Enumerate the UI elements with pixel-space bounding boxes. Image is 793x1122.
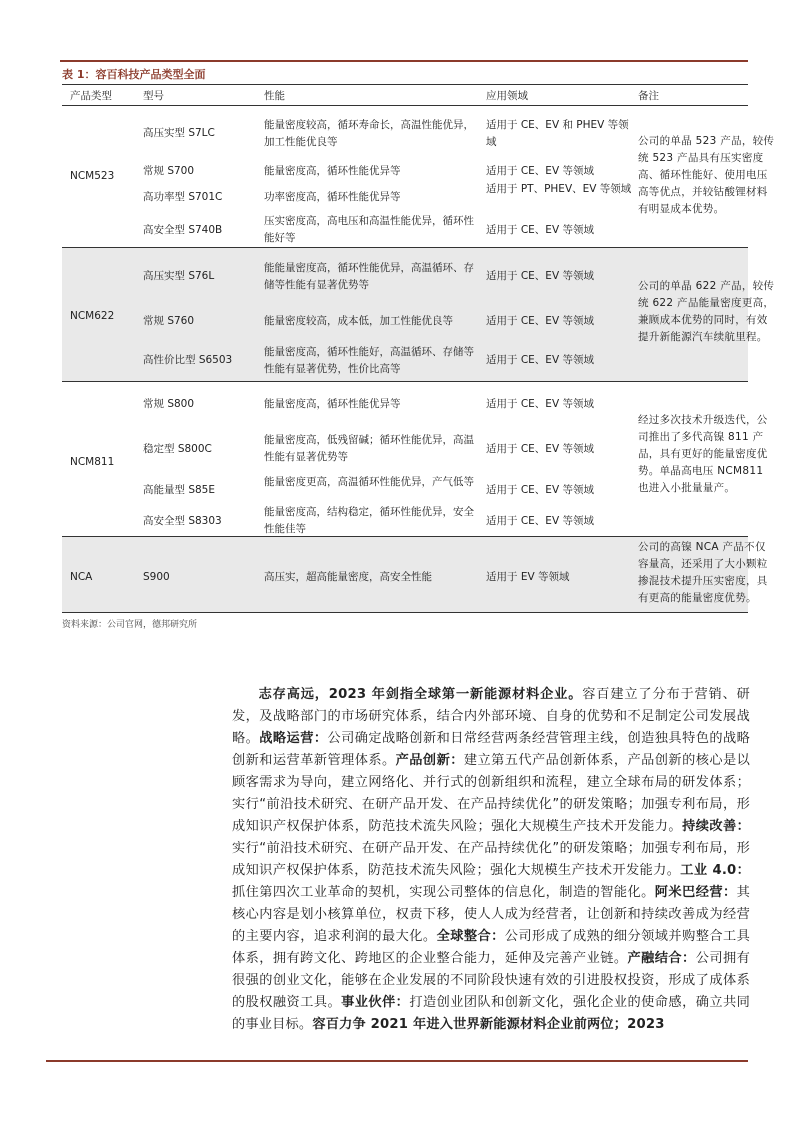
application: 适用于 CE、EV 等领域: [486, 484, 594, 496]
note: 经过多次技术升级迭代，公司推出了多代高镍 811 产品，具有更好的能量密度优势。单晶高电压 NCM811 也进入小批量量产。: [638, 414, 768, 494]
table-group-nca: [62, 537, 768, 613]
paragraph-text: 公司拥有很强的创业文化，能够在企业发展的不同阶段快速有效的引进股权投资，形成了成体系的股权融资工具。: [232, 951, 750, 1010]
table-caption: 表 1：容百科技产品类型全面: [62, 68, 206, 81]
paragraph-text: 公司确定战略创新和日常经营两条经营管理主线，创造独具特色的战略创新和运营革新管理体系。: [232, 731, 751, 768]
model: 常规 S800: [143, 398, 195, 410]
heading-product-innovation: 产品创新：: [395, 753, 464, 768]
paragraph-text: 公司形成了成熟的细分领域并购整合工具体系，拥有跨文化、跨地区的企业整合能力，延伸及完善产业链。: [232, 929, 751, 966]
heading-business-partner: 事业伙伴：: [341, 995, 410, 1010]
model: 高压实型 S76L: [143, 270, 215, 282]
model: 稳定型 S800C: [143, 443, 212, 455]
performance: 能量密度高，循环性能优异等: [264, 165, 401, 177]
header-application: 应用领域: [486, 90, 528, 102]
paragraph-text: 打造创业团队和创新文化，强化企业的使命感，确立共同的事业目标。: [232, 995, 751, 1032]
application: 适用于 CE、EV 等领域: [486, 165, 594, 177]
lead-heading: 志存高远，2023 年剑指全球第一新能源材料企业。: [258, 687, 583, 702]
product-type: NCA: [70, 571, 93, 583]
heading-industry-4: 工业 4.0：: [680, 863, 750, 878]
body-paragraph: [232, 684, 750, 1036]
table-group-ncm622: [62, 248, 775, 382]
performance: 高压实，超高能量密度，高安全性能: [264, 571, 432, 583]
application: 适用于 CE、EV 等领域: [486, 224, 594, 236]
header-type: 产品类型: [70, 90, 112, 102]
table-source: 资料来源：公司官网，德邦研究所: [62, 620, 198, 630]
paragraph-text: 建立第五代产品创新体系，产品创新的核心是以顾客需求为导向，建立网络化、并行式的创新组织和流程，建立全球布局的研发体系；实行“前沿技术研究、在研产品开发、在产品持续优化”的研发策略；加强专利布局，形成知识产权保护体系，防范技术流失风险；强化大规模生产技术开发能力。: [232, 753, 751, 834]
note: 公司的高镍 NCA 产品不仅容量高，还采用了大小颗粒掺混技术提升压实密度，具有更高的能量密度优势。: [638, 541, 768, 604]
heading-continuous-improvement: 持续改善：: [682, 819, 751, 834]
product-type: NCM811: [70, 456, 115, 468]
row-divider: [62, 612, 748, 613]
performance: 能量密度较高，循环寿命长，高温性能优异，加工性能优良等: [264, 119, 474, 148]
application: 适用于 CE、EV 等领域: [486, 270, 594, 282]
heading-industry-finance: 产融结合：: [627, 951, 696, 966]
paragraph-text: 其核心内容是划小核算单位，权责下移，使人人成为经营者，让创新和持续改善成为经营的主要内容，追求利润的最大化。: [232, 885, 750, 944]
header-note: 备注: [638, 90, 659, 102]
model: 高压实型 S7LC: [143, 127, 215, 139]
model: 常规 S700: [143, 165, 195, 177]
performance: 功率密度高，循环性能优异等: [264, 191, 401, 203]
performance: 压实密度高，高电压和高温性能优异，循环性能好等: [264, 215, 474, 244]
table-header: [62, 84, 748, 106]
note: 公司的单晶 523 产品，较传统 523 产品具有压实密度高、循环性能好、使用电压高等优点，并较钴酸锂材料有明显成本优势。: [638, 135, 775, 215]
performance: 能能量密度高，循环性能优异，高温循环、存储等性能有显著优势等: [264, 262, 474, 291]
performance: 能量密度高，结构稳定，循环性能优异，安全性能佳等: [264, 506, 474, 535]
heading-global-integration: 全球整合：: [436, 929, 505, 944]
application: 适用于 CE、EV 等领域: [486, 443, 594, 455]
performance: 能量密度更高，高温循环性能优异，产气低等: [264, 476, 474, 488]
product-type: NCM523: [70, 170, 115, 182]
model: 常规 S760: [143, 315, 195, 327]
header-model: 型号: [143, 90, 164, 102]
paragraph-text: 实行“前沿技术研究、在研产品开发、在产品持续优化”的研发策略；加强专利布局，形成知识产权保护体系，防范技术流失风险；强化大规模生产技术开发能力。: [232, 841, 750, 878]
note: 公司的单晶 622 产品，较传统 622 产品能量密度更高，兼顾成本优势的同时，有效提升新能源汽车续航里程。: [638, 280, 775, 343]
application: 适用于 CE、EV 等领域: [486, 515, 594, 527]
paragraph-text: 抓住第四次工业革命的契机，实现公司整体的信息化，制造的智能化。: [232, 885, 655, 900]
model: 高安全型 S8303: [143, 515, 222, 527]
model: 高能量型 S85E: [143, 484, 215, 496]
tail-heading: 容百力争 2021 年进入世界新能源材料企业前两位；2023: [312, 1017, 665, 1032]
application: 适用于 CE、EV 和 PHEV 等领域: [486, 119, 629, 148]
product-type: NCM622: [70, 310, 115, 322]
heading-amoeba: 阿米巴经营：: [654, 885, 737, 900]
model: 高性价比型 S6503: [143, 354, 233, 366]
top-rule: [60, 60, 748, 62]
bottom-rule: [46, 1060, 748, 1062]
heading-strategy: 战略运营：: [259, 731, 328, 746]
model: 高安全型 S740B: [143, 224, 223, 236]
application: 适用于 PT、PHEV、EV 等领域: [486, 183, 632, 195]
application: 适用于 CE、EV 等领域: [486, 315, 594, 327]
model: S900: [143, 571, 170, 583]
application: 适用于 CE、EV 等领域: [486, 354, 594, 366]
performance: 能量密度高，循环性能好，高温循环、存储等性能有显著优势，性价比高等: [264, 346, 474, 375]
paragraph-text: 容百建立了分布于营销、研发，及战略部门的市场研究体系，结合内外部环境、自身的优势和不足制定公司发展战略。: [232, 687, 750, 746]
performance: 能量密度高，低残留碱；循环性能优异，高温性能有显著优势等: [264, 434, 474, 463]
model: 高功率型 S701C: [143, 191, 223, 203]
header-performance: 性能: [264, 90, 285, 102]
table-group-ncm811: [62, 382, 768, 537]
table-group-ncm523: [62, 105, 775, 248]
application: 适用于 EV 等领域: [486, 571, 570, 583]
performance: 能量密度较高，成本低，加工性能优良等: [264, 315, 453, 327]
application: 适用于 CE、EV 等领域: [486, 398, 594, 410]
performance: 能量密度高，循环性能优异等: [264, 398, 401, 410]
